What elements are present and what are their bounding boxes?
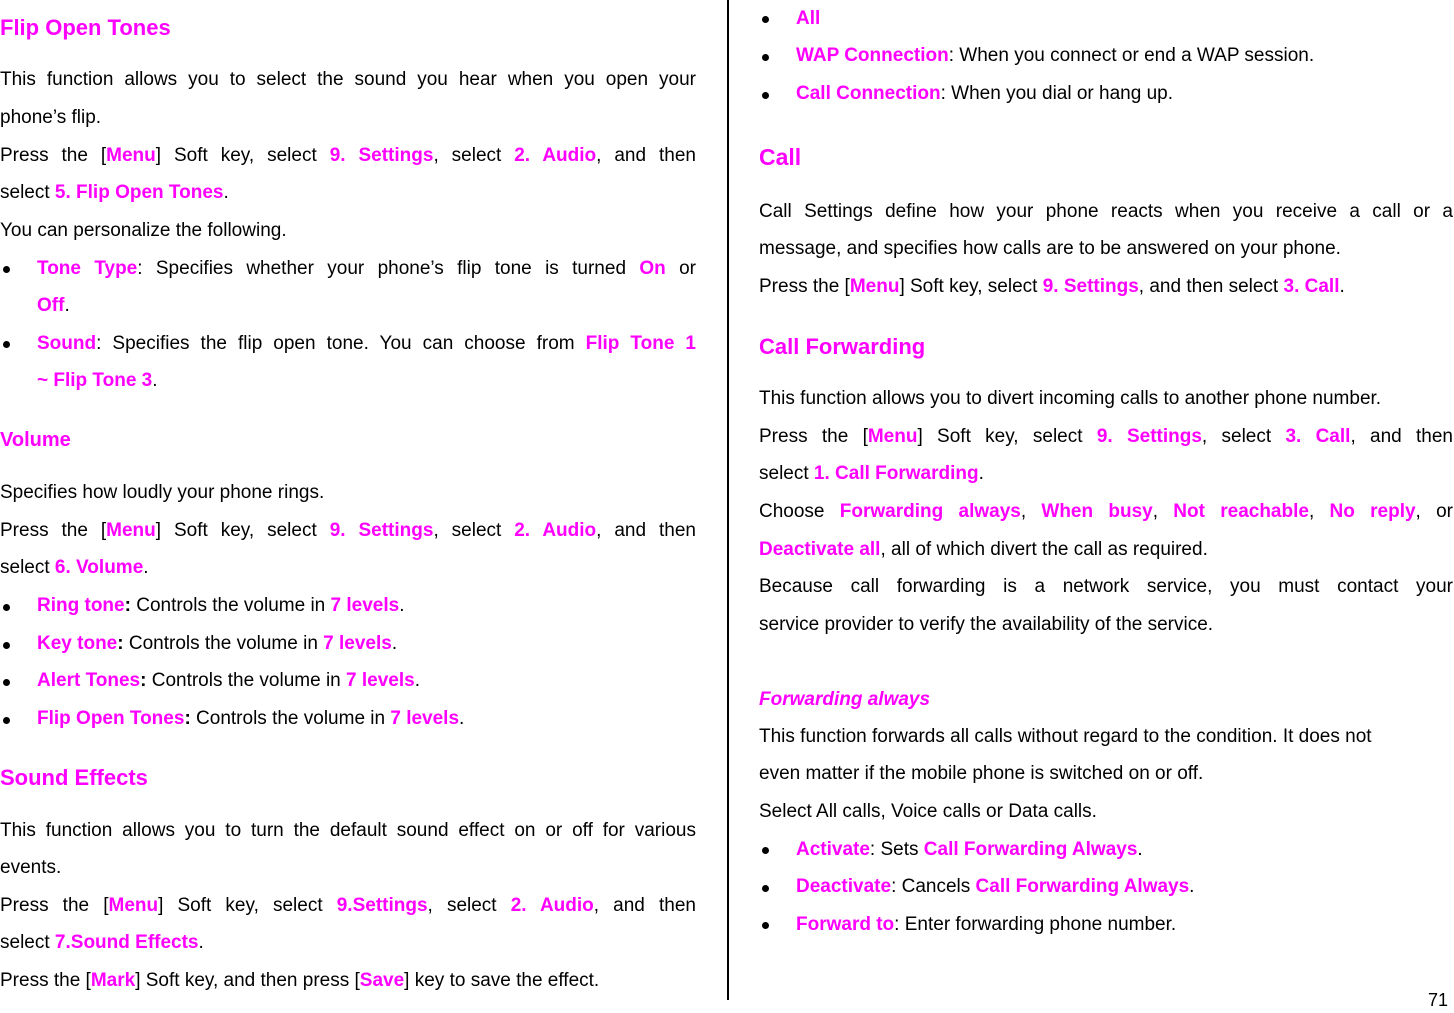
always-text-line2: even matter if the mobile phone is switched on or off. xyxy=(759,763,1204,784)
forwarding-options-line2: Deactivate all, all of which divert the call as required. xyxy=(759,539,1208,560)
forwarding-options-line1: Choose Forwarding always, When busy, Not reachable, No reply, or xyxy=(759,501,1453,522)
network-service-line2: service provider to verify the availability of the service. xyxy=(759,614,1214,635)
wap-connection-item: WAP Connection: When you connect or end a WAP session. xyxy=(796,45,1315,66)
call-forwarding-heading: Call Forwarding xyxy=(759,334,926,359)
bullet-icon xyxy=(762,54,769,61)
flip-open-tones-heading: Flip Open Tones xyxy=(0,15,171,40)
call-instruction: Press the [Menu] Soft key, select 9. Settings, and then select 3. Call. xyxy=(759,276,1345,297)
mark-save-instruction: Press the [Mark] Soft key, and then press [Save] key to save the effect. xyxy=(0,970,600,991)
network-service-line1: Because call forwarding is a network service, you must contact your xyxy=(759,576,1453,597)
tone-type-item: Tone Type: Specifies whether your phone’s flip tone is turned On or xyxy=(37,258,696,279)
sound-item-cont: ~ Flip Tone 3. xyxy=(37,370,158,391)
call-intro-line2: message, and specifies how calls are to be answered on your phone. xyxy=(759,238,1341,259)
call-connection-item: Call Connection: When you dial or hang up. xyxy=(796,83,1173,104)
sound-intro-line2: events. xyxy=(0,857,62,878)
bullet-icon xyxy=(762,922,769,929)
bullet-icon xyxy=(762,847,769,854)
sound-effects-heading: Sound Effects xyxy=(0,765,148,790)
flip-intro-line1: This function allows you to select the sound you hear when you open your xyxy=(0,69,696,90)
volume-instruction-line1: Press the [Menu] Soft key, select 9. Settings, select 2. Audio, and then xyxy=(0,520,696,541)
bullet-icon xyxy=(3,341,10,348)
all-item: All xyxy=(796,8,821,29)
deactivate-item: Deactivate: Cancels Call Forwarding Always. xyxy=(796,876,1195,897)
sound-instruction-line2: select 7.Sound Effects. xyxy=(0,932,204,953)
bullet-icon xyxy=(3,679,10,686)
bullet-icon xyxy=(762,16,769,23)
bullet-icon xyxy=(3,604,10,611)
flip-instruction-line2: select 5. Flip Open Tones. xyxy=(0,182,229,203)
always-text-line1: This function forwards all calls without regard to the condition. It does not xyxy=(759,726,1372,747)
forwarding-intro: This function allows you to divert incoming calls to another phone number. xyxy=(759,388,1382,409)
forwarding-instruction-line1: Press the [Menu] Soft key, select 9. Settings, select 3. Call, and then xyxy=(759,426,1453,447)
key-tone-item: Key tone: Controls the volume in 7 levels. xyxy=(37,633,398,654)
call-heading: Call xyxy=(759,144,802,170)
flip-intro-line2: phone’s flip. xyxy=(0,107,102,128)
bullet-icon xyxy=(762,885,769,892)
sound-item: Sound: Specifies the flip open tone. You can choose from Flip Tone 1 xyxy=(37,333,696,354)
bullet-icon xyxy=(762,92,769,99)
volume-heading: Volume xyxy=(0,429,71,451)
forwarding-instruction-line2: select 1. Call Forwarding. xyxy=(759,463,984,484)
activate-item: Activate: Sets Call Forwarding Always. xyxy=(796,839,1143,860)
flip-instruction-line1: Press the [Menu] Soft key, select 9. Settings, select 2. Audio, and then xyxy=(0,145,696,166)
page-number: 71 xyxy=(1427,990,1448,1010)
volume-instruction-line2: select 6. Volume. xyxy=(0,557,149,578)
bullet-icon xyxy=(3,266,10,273)
tone-type-item-cont: Off. xyxy=(37,295,70,316)
always-text-line3: Select All calls, Voice calls or Data calls. xyxy=(759,801,1097,822)
forward-to-item: Forward to: Enter forwarding phone number. xyxy=(796,914,1177,935)
personalize-text: You can personalize the following. xyxy=(0,220,287,241)
sound-intro-line1: This function allows you to turn the default sound effect on or off for various xyxy=(0,820,696,841)
sound-instruction-line1: Press the [Menu] Soft key, select 9.Settings, select 2. Audio, and then xyxy=(0,895,696,916)
alert-tones-item: Alert Tones: Controls the volume in 7 levels. xyxy=(37,670,420,691)
ring-tone-item: Ring tone: Controls the volume in 7 levels. xyxy=(37,595,405,616)
volume-intro: Specifies how loudly your phone rings. xyxy=(0,482,325,503)
forwarding-always-heading: Forwarding always xyxy=(759,689,931,710)
bullet-icon xyxy=(3,642,10,649)
flip-open-tones-item: Flip Open Tones: Controls the volume in 7 levels. xyxy=(37,708,465,729)
column-divider xyxy=(727,0,729,1000)
call-intro-line1: Call Settings define how your phone reacts when you receive a call or a xyxy=(759,201,1453,222)
bullet-icon xyxy=(3,717,10,724)
